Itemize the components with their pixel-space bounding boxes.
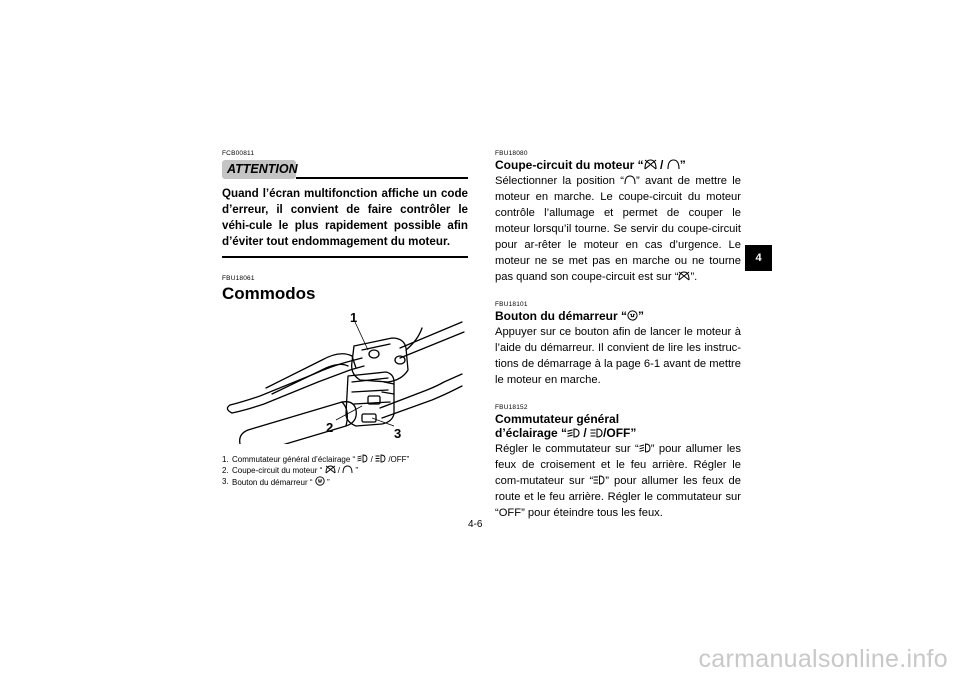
high-beam-icon [375,454,386,463]
attention-header [222,160,468,180]
handlebar-drawing [222,310,468,444]
attention-label: ATTENTION [222,160,296,179]
section-code: FBU18061 [222,274,255,282]
right-column [495,150,741,521]
starter-title: Bouton du démarreur “ ” [495,309,645,323]
attention-text: Quand l’écran multifonction affiche un code d’erreur, il convient de faire contrôler le véhi-cule le plus rapidement possible afin d’éviter tout endommagement du moteur. [222,187,468,248]
engine-run-icon [624,175,636,185]
high-beam-icon [590,428,603,438]
attention-rule [296,177,468,179]
callout-1: 1 [350,309,358,325]
lighting-title: Commutateur général d’éclairage “ / /OFF” [495,412,637,440]
section-title: Commodos [222,283,316,303]
engine-stop-icon [678,271,690,281]
engine-stop-icon [644,159,657,170]
starter-icon [627,310,638,321]
lighting-code: FBU18152 [495,404,528,411]
caption-item: 1. Commutateur général d’éclairage “ / /OFF” [222,454,410,464]
low-beam-icon [639,443,651,453]
low-beam-icon [357,454,368,463]
attention-bottom-rule [222,256,468,258]
attention-code: FCB00811 [222,150,255,157]
page-number: 4-6 [468,519,483,530]
watermark: carmanualsonline.info [698,645,948,673]
handlebar-illustration [222,310,468,444]
figure-caption [222,454,468,488]
left-column [222,150,468,488]
engine-stop-title: Coupe-circuit du moteur “ / ” [495,158,686,172]
callout-2: 2 [326,419,334,435]
engine-run-icon [342,465,353,474]
caption-item: 2. Coupe-circuit du moteur “ / ” [222,465,359,475]
lighting-body: Régler le commutateur sur “ ” pour allumer les feux de croisement et le feu arrière. Régler le com-mutateur sur “ ” pour allumer les feux de route et le feu arrière. Régler le commutateur sur “OFF” pour éteindre tous les feux. [495,443,742,519]
high-beam-icon [593,475,605,485]
engine-run-icon [667,159,680,170]
starter-code: FBU18101 [495,301,528,308]
chapter-tab: 4 [745,245,772,271]
caption-item: 3. Bouton du démarreur “ ” [222,476,330,487]
engine-stop-body: Sélectionner la position “ ” avant de mettre le moteur en marche. Le coupe-circuit du moteur contrôle l’allumage et permet de couper le moteur lorsqu’il tourne. Se servir du coupe-circuit pour ar-rêter le moteur en cas d’urgence. Le moteur ne se met pas en marche ou ne tourne pas quand son coupe-circuit est sur “ ”. [495,175,741,283]
starter-body: Appuyer sur ce bouton afin de lancer le moteur à l’aide du démarreur. Il convient de lire les instruc-tions de démarrage à la page 6-1 avant de mettre le moteur en marche. [495,326,741,386]
engine-stop-code: FBU18080 [495,150,528,157]
low-beam-icon [567,428,580,438]
engine-stop-icon [325,465,336,474]
starter-icon [315,476,325,486]
callout-3: 3 [394,425,402,441]
